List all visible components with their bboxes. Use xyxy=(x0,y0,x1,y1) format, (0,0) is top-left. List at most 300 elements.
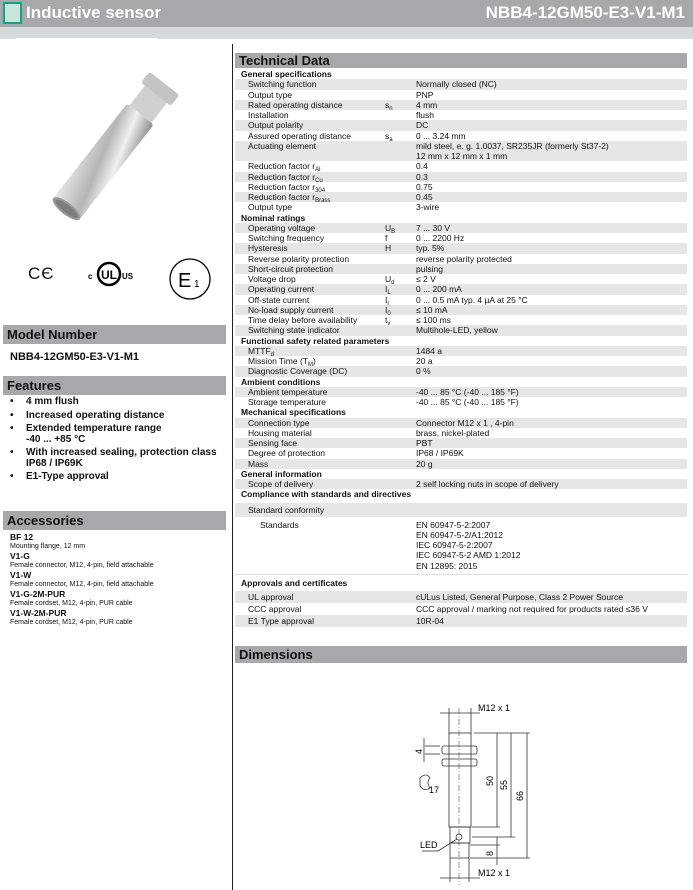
spec-value-text: 10R-04 xyxy=(416,615,444,626)
spec-symbol xyxy=(385,202,416,212)
spec-value-text: flush xyxy=(416,110,434,120)
spec-value xyxy=(416,366,687,376)
spec-label xyxy=(235,223,385,233)
dim-66-label: 66 xyxy=(515,790,525,801)
spec-label-text: Switching function xyxy=(248,79,317,90)
spec-value xyxy=(416,356,687,366)
spec-label-text: Operating current xyxy=(248,284,315,295)
spec-category: Approvals and certificates xyxy=(241,577,348,588)
spec-symbol xyxy=(385,397,416,407)
spec-row xyxy=(235,428,687,438)
spec-symbol xyxy=(385,356,416,366)
spec-value xyxy=(416,161,687,171)
symbol-text: s xyxy=(385,99,390,110)
feature-item xyxy=(10,472,225,483)
accessory-description: Female cordset, M12, 4-pin, PUR cable xyxy=(10,619,133,626)
spec-label-suffix: ) xyxy=(312,356,316,366)
spec-symbol xyxy=(385,295,416,305)
spec-label-text: Operating voltage xyxy=(248,222,316,233)
spec-symbol xyxy=(385,615,416,627)
spec-label xyxy=(235,325,385,335)
symbol-sub: L xyxy=(387,290,391,297)
spec-value xyxy=(416,503,687,517)
spec-label xyxy=(235,131,385,141)
spec-symbol xyxy=(385,161,416,171)
spec-row xyxy=(235,315,687,325)
spec-row xyxy=(235,192,687,202)
symbol-text: U xyxy=(385,222,392,233)
spec-value xyxy=(416,305,687,315)
accessories-heading: Accessories xyxy=(3,511,226,530)
spec-value-text: Connector M12 x 1 , 4-pin xyxy=(416,417,514,428)
feature-text: • Extended temperature range xyxy=(26,423,162,434)
spec-row xyxy=(235,503,687,517)
spec-symbol xyxy=(385,448,416,458)
symbol-sub: d xyxy=(391,280,395,286)
spec-row xyxy=(235,366,687,376)
spec-symbol xyxy=(385,243,416,253)
spec-label-text: Time delay before availability xyxy=(248,315,358,325)
spec-label-sub: d xyxy=(270,351,275,358)
accessory-name: V1-W-2M-PUR xyxy=(10,608,67,618)
spec-row xyxy=(235,325,687,335)
brand-square-icon xyxy=(3,2,22,24)
standard-item: IEC 60947-5-2 AMD 1:2012 xyxy=(416,550,521,561)
spec-row xyxy=(235,284,687,297)
header-bar xyxy=(0,0,693,27)
spec-label-text: Off-state current xyxy=(248,294,310,305)
spec-symbol xyxy=(385,315,416,325)
accessory-name: BF 12 xyxy=(10,532,34,542)
spec-label-text: Reverse polarity protection xyxy=(248,253,350,264)
symbol-text: I xyxy=(385,284,388,295)
spec-row xyxy=(235,305,687,315)
spec-value-text: IP68 / IP69K xyxy=(416,448,464,459)
spec-value-text: ≤ 10 mA xyxy=(416,304,448,315)
spec-label xyxy=(235,479,385,489)
spec-label-text: Reduction factor r xyxy=(248,161,316,172)
spec-value-text: ≤ 2 V xyxy=(416,274,436,284)
spec-value-text: Normally closed (NC) xyxy=(416,79,497,90)
spec-label-text: Storage temperature xyxy=(248,397,326,407)
product-image xyxy=(20,55,210,235)
spec-label-text: CCC approval xyxy=(248,603,302,614)
spec-value-text: cULus Listed, General Purpose, Class 2 Power Source xyxy=(416,591,623,602)
spec-label-sub: Brass xyxy=(315,198,331,204)
spec-label-sub: 304 xyxy=(315,187,326,194)
spec-row xyxy=(235,223,687,233)
culus-mark-icon xyxy=(88,258,146,288)
spec-symbol xyxy=(385,520,416,574)
spec-label-text: Reduction factor r xyxy=(248,192,316,202)
spec-value-text: 0.4 xyxy=(416,161,428,172)
accessory-description: Mounting flange, 12 mm xyxy=(10,543,86,550)
technical-data-section xyxy=(235,53,687,627)
spec-value xyxy=(416,418,687,428)
spec-row xyxy=(235,141,687,162)
spec-label xyxy=(235,90,385,100)
spec-label xyxy=(235,438,385,448)
spec-row xyxy=(235,100,687,110)
spec-symbol xyxy=(385,503,416,517)
spec-label-text: Voltage drop xyxy=(248,274,296,284)
accessory-description: Female connector, M12, 4-pin, field attachable xyxy=(10,562,154,569)
nut-width-label: 4 xyxy=(414,748,424,754)
spec-row xyxy=(235,264,687,274)
spec-label xyxy=(235,448,385,458)
accessory-description: Female connector, M12, 4-pin, field attachable xyxy=(10,581,154,588)
spec-value xyxy=(416,100,687,110)
svg-text:c: c xyxy=(88,272,93,281)
spec-category: Ambient conditions xyxy=(241,376,321,387)
spec-symbol xyxy=(385,366,416,376)
feature-text: IP68 / IP69K xyxy=(26,457,83,469)
spec-row xyxy=(235,615,687,627)
symbol-sub: v xyxy=(387,321,391,327)
accessory-name: V1-G-2M-PUR xyxy=(10,589,66,599)
spec-value xyxy=(416,387,687,397)
spec-value-text: 0 ... 0.5 mA typ. 4 µA at 25 °C xyxy=(416,294,528,305)
spec-label-text: Rated operating distance xyxy=(248,99,343,110)
spec-symbol xyxy=(385,120,416,130)
dimension-drawing xyxy=(400,690,550,890)
spec-value xyxy=(416,192,687,202)
standard-item: EN 60947-5-2/A1:2012 xyxy=(416,529,503,540)
spec-value-text: -40 ... 85 °C (-40 ... 185 °F) xyxy=(416,397,519,407)
spec-label xyxy=(235,192,385,202)
spec-symbol xyxy=(385,428,416,438)
features-heading: Features xyxy=(3,376,226,395)
dim-50-label: 50 xyxy=(485,775,495,786)
spec-row xyxy=(235,397,687,407)
spec-row xyxy=(235,172,687,182)
spec-label-text: Switching frequency xyxy=(248,233,325,243)
spec-value xyxy=(416,448,687,458)
spec-value xyxy=(416,254,687,264)
spec-value-text: typ. 5% xyxy=(416,243,445,254)
spec-value-text: 0 ... 3.24 mm xyxy=(416,130,466,141)
spec-symbol xyxy=(385,192,416,202)
accessories-list xyxy=(10,532,225,628)
spec-label xyxy=(235,100,385,110)
spec-value xyxy=(416,295,687,305)
spec-value xyxy=(416,479,687,489)
model-number: NBB4-12GM50-E3-V1-M1 xyxy=(10,351,139,363)
spec-value-text: 0 % xyxy=(416,366,431,377)
symbol-sub: B xyxy=(391,228,396,235)
column-divider xyxy=(232,44,233,890)
symbol-sub: n xyxy=(389,105,393,112)
spec-row xyxy=(235,295,687,305)
spec-value xyxy=(416,325,687,335)
spec-value-text: pulsing xyxy=(416,263,443,274)
spec-label-sub: Cu xyxy=(315,177,323,184)
spec-symbol xyxy=(385,305,416,315)
feature-item xyxy=(10,397,225,408)
spec-value xyxy=(416,459,687,469)
spec-value-text: Multihole-LED, yellow xyxy=(416,325,498,336)
spec-label xyxy=(235,615,385,627)
spec-symbol xyxy=(385,418,416,428)
spec-label-text: E1 Type approval xyxy=(248,615,314,626)
symbol-sub: 0 xyxy=(387,310,391,317)
spec-label xyxy=(235,603,385,615)
spec-label-text: Actuating element xyxy=(248,140,317,151)
svg-text:US: US xyxy=(122,272,134,281)
spec-symbol xyxy=(385,223,416,233)
spec-category: Mechanical specifications xyxy=(241,407,346,418)
spec-row xyxy=(235,79,687,89)
feature-item xyxy=(10,448,225,469)
spec-label-text: Output type xyxy=(248,202,292,213)
e1-mark-icon xyxy=(168,257,212,301)
feature-text: • Increased operating distance xyxy=(26,409,165,421)
feature-item xyxy=(10,411,225,422)
spec-label xyxy=(235,161,385,174)
spec-value-text: 2 self locking nuts in scope of delivery xyxy=(416,479,559,489)
spec-label xyxy=(235,459,385,469)
spec-label xyxy=(235,172,385,182)
spec-label-sub: M xyxy=(307,362,313,368)
spec-symbol xyxy=(385,346,416,356)
spec-value-text: EN 60947-5-2:2007 xyxy=(416,519,491,530)
accessory-name: V1-G xyxy=(10,551,30,561)
spec-value-text: 0 ... 2200 Hz xyxy=(416,233,465,243)
symbol-text: f xyxy=(385,233,388,243)
spec-value-text: PNP xyxy=(416,89,434,100)
spec-label xyxy=(235,356,385,366)
spec-value-text: brass, nickel-plated xyxy=(416,427,490,438)
spec-value-text: reverse polarity protected xyxy=(416,253,512,264)
svg-text:E: E xyxy=(178,270,192,292)
spec-label-text: No-load supply current xyxy=(248,304,334,315)
feature-text: • E1-Type approval xyxy=(26,471,109,482)
spec-label xyxy=(235,264,385,274)
feature-text: • 4 mm flush xyxy=(26,396,79,407)
spec-value-text: DC xyxy=(416,120,429,131)
spec-row xyxy=(235,120,687,130)
spec-label-text: Standards xyxy=(260,519,299,530)
spec-label xyxy=(235,366,385,376)
spec-value xyxy=(416,243,687,253)
thread-bottom-label: M12 x 1 xyxy=(478,868,511,878)
spec-label xyxy=(235,520,385,574)
spec-label-sub: Al xyxy=(315,167,321,174)
symbol-text: I xyxy=(385,304,388,315)
symbol-text: t xyxy=(385,315,388,325)
spec-value xyxy=(416,264,687,274)
spec-symbol xyxy=(385,254,416,264)
standard-item: EN 12895: 2015 xyxy=(416,560,478,571)
spec-category: General specifications xyxy=(241,69,332,79)
spec-label xyxy=(235,284,388,295)
spec-label xyxy=(235,304,388,315)
spec-value-text: CCC approval / marking not required for products rated ≤36 V xyxy=(416,603,648,614)
dim-55-label: 55 xyxy=(499,779,509,790)
spec-value-text: 1484 a xyxy=(416,345,442,356)
spec-value-text: 0.3 xyxy=(416,171,428,182)
technical-data-heading: Technical Data xyxy=(235,53,687,68)
spec-value xyxy=(416,172,687,182)
spec-label-text: Output polarity xyxy=(248,120,304,131)
spec-row xyxy=(235,243,687,253)
spec-value xyxy=(416,90,687,100)
spec-value xyxy=(416,284,687,294)
spec-symbol xyxy=(385,90,416,100)
spec-symbol xyxy=(385,182,416,192)
spec-row xyxy=(235,591,687,603)
spec-label-text: Hysteresis xyxy=(248,243,288,254)
spec-label xyxy=(235,346,385,356)
spec-label xyxy=(235,591,385,603)
spec-row xyxy=(235,479,687,489)
dimensions-heading: Dimensions xyxy=(235,646,687,663)
spec-category: General information xyxy=(241,468,322,479)
spec-value xyxy=(416,274,687,284)
spec-value xyxy=(416,120,687,130)
symbol-text: I xyxy=(385,294,388,305)
spec-value-text: PBT xyxy=(416,438,433,448)
spec-row xyxy=(235,161,687,174)
spec-value xyxy=(416,141,687,162)
symbol-text: s xyxy=(385,130,390,141)
spec-label-text: Mass xyxy=(248,458,269,469)
spec-value xyxy=(416,233,687,243)
spec-label xyxy=(235,202,385,212)
spec-value-text: 0 ... 200 mA xyxy=(416,284,462,295)
spec-label xyxy=(235,294,388,305)
feature-text: • With increased sealing, protection class xyxy=(26,447,217,458)
spec-symbol xyxy=(385,274,416,284)
spec-value xyxy=(416,131,687,141)
spec-value xyxy=(416,397,687,407)
symbol-text: U xyxy=(385,274,392,284)
spec-row xyxy=(235,603,687,615)
spec-row xyxy=(235,182,687,192)
spec-label xyxy=(235,110,385,120)
spec-label-text: Assured operating distance xyxy=(248,130,352,141)
spec-row xyxy=(235,356,687,366)
spec-row xyxy=(235,438,687,448)
spec-value-text: 7 ... 30 V xyxy=(416,222,451,233)
spec-label xyxy=(235,418,385,428)
spec-label-text: Ambient temperature xyxy=(248,386,328,397)
svg-text:1: 1 xyxy=(194,279,200,290)
spec-label-text: Housing material xyxy=(248,427,312,438)
spec-symbol xyxy=(385,591,416,603)
spec-label xyxy=(235,141,385,162)
symbol-sub: r xyxy=(387,300,390,307)
spec-label-text: MTTF xyxy=(248,345,271,356)
spec-category: Nominal ratings xyxy=(241,212,306,223)
spec-value-text: -40 ... 85 °C (-40 ... 185 °F) xyxy=(416,386,519,397)
led-label: LED xyxy=(420,840,438,850)
spec-row xyxy=(235,254,687,264)
wrench-size-label: 17 xyxy=(429,785,440,795)
spec-label-text: Standard conformity xyxy=(248,504,325,515)
spec-label xyxy=(235,387,385,397)
spec-symbol xyxy=(385,387,416,397)
spec-value xyxy=(416,520,687,574)
feature-text: -40 ... +85 °C xyxy=(26,433,86,445)
spec-value-line2: 12 mm x 12 mm x 1 mm xyxy=(416,151,508,161)
spec-label xyxy=(235,120,385,130)
spec-value xyxy=(416,438,687,448)
spec-symbol xyxy=(385,110,416,120)
spec-symbol xyxy=(385,325,416,335)
spec-row xyxy=(235,346,687,356)
spec-label-text: Switching state indicator xyxy=(248,325,340,336)
spec-value xyxy=(416,315,687,325)
header-model: NBB4-12GM50-E3-V1-M1 xyxy=(485,3,685,22)
spec-row xyxy=(235,202,687,212)
spec-symbol xyxy=(385,603,416,615)
spec-row xyxy=(235,520,687,575)
spec-label xyxy=(235,315,388,325)
spec-row xyxy=(235,131,687,141)
spec-symbol xyxy=(385,141,416,162)
spec-row xyxy=(235,418,687,428)
model-number-heading: Model Number xyxy=(3,325,226,344)
spec-value xyxy=(416,79,687,89)
spec-value-text: mild steel, e. g. 1.0037, SR235JR (formerly St37-2) xyxy=(416,140,609,151)
spec-label-text: Degree of protection xyxy=(248,448,326,459)
features-list xyxy=(10,397,225,486)
spec-symbol xyxy=(385,172,416,182)
spec-label-text: Diagnostic Coverage (DC) xyxy=(248,366,348,377)
spec-symbol xyxy=(385,233,416,243)
spec-label-text: Output type xyxy=(248,89,292,100)
spec-label xyxy=(235,428,385,438)
symbol-text: H xyxy=(385,243,392,254)
spec-symbol xyxy=(385,264,416,274)
spec-value xyxy=(416,428,687,438)
spec-symbol xyxy=(385,459,416,469)
document-title: Inductive sensor xyxy=(26,3,162,22)
spec-label-text: Reduction factor r xyxy=(248,181,316,192)
spec-label xyxy=(235,243,385,253)
accessory-description: Female cordset, M12, 4-pin, PUR cable xyxy=(10,600,133,607)
spec-label-text: Sensing face xyxy=(248,438,298,448)
spec-label-text: Short-circuit protection xyxy=(248,263,334,274)
spec-row xyxy=(235,90,687,100)
symbol-sub: a xyxy=(389,136,393,143)
spec-row xyxy=(235,110,687,120)
spec-symbol xyxy=(385,479,416,489)
ce-mark-icon: CЄ xyxy=(28,264,55,283)
spec-value xyxy=(416,223,687,233)
spec-label xyxy=(235,274,385,284)
spec-label-text: Connection type xyxy=(248,417,310,428)
spec-label xyxy=(235,503,385,517)
spec-value xyxy=(416,110,687,120)
spec-value-text: 0.45 xyxy=(416,192,433,202)
thread-top-label: M12 x 1 xyxy=(478,703,511,713)
spec-label-text: Reduction factor r xyxy=(248,171,316,182)
accessory-name: V1-W xyxy=(10,570,32,580)
standard-item: IEC 60947-5-2:2007 xyxy=(416,540,493,550)
svg-text:UL: UL xyxy=(101,268,117,282)
spec-category: Compliance with standards and directives xyxy=(241,489,412,500)
spec-value xyxy=(416,202,687,212)
spec-row xyxy=(235,233,687,243)
feature-item xyxy=(10,424,225,445)
spec-symbol xyxy=(385,284,416,297)
spec-value-text: 4 mm xyxy=(416,99,438,110)
spec-value xyxy=(416,346,687,356)
spec-value-text: 0.75 xyxy=(416,181,433,192)
spec-label xyxy=(235,182,385,192)
